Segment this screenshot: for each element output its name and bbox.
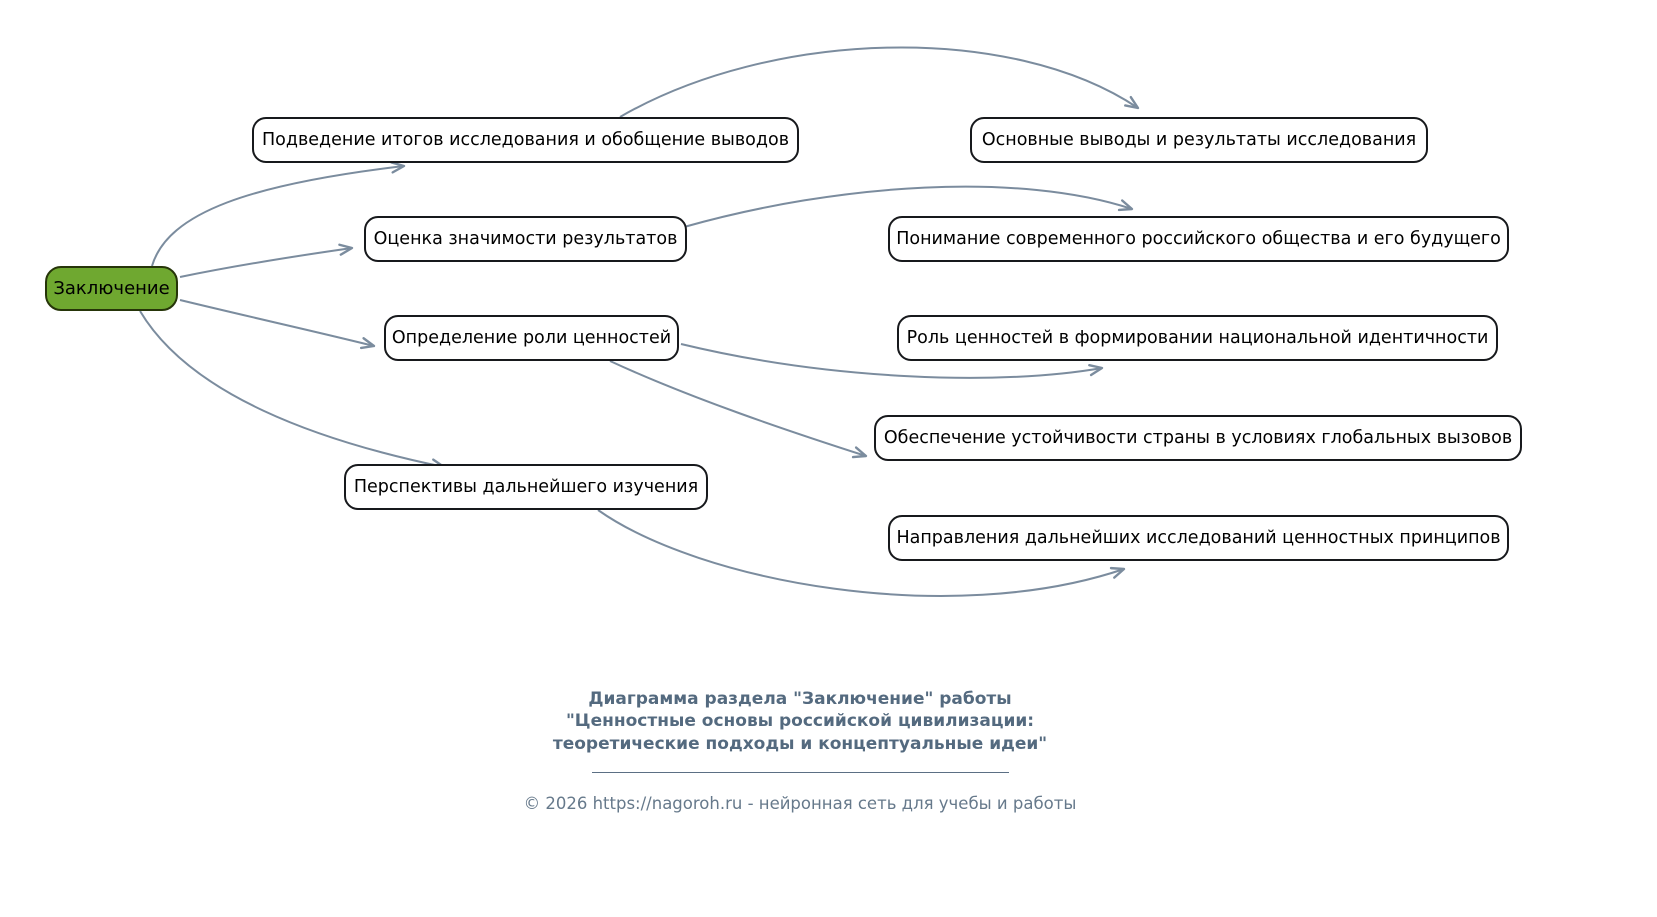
- node-ocenka-znachimosti[interactable]: Оценка значимости результатов: [364, 216, 687, 262]
- node-zaklyuchenie[interactable]: Заключение: [45, 266, 178, 311]
- node-osnovnye-vyvody[interactable]: Основные выводы и результаты исследования: [970, 117, 1428, 163]
- diagram-footer: [0, 688, 1600, 813]
- node-rol-cennostej[interactable]: Роль ценностей в формировании национальной идентичности: [897, 315, 1498, 361]
- node-perspektivy[interactable]: Перспективы дальнейшего изучения: [344, 464, 708, 510]
- edge-root-to-opredelenie: [180, 300, 374, 346]
- footer-title-line-1: Диаграмма раздела "Заключение" работы: [588, 689, 1012, 709]
- node-ponimanie-obshchestva[interactable]: Понимание современного российского общества и его будущего: [888, 216, 1509, 262]
- node-podvedenie-itogov[interactable]: Подведение итогов исследования и обобщение выводов: [252, 117, 799, 163]
- footer-copyright: © 2026 https://nagoroh.ru - нейронная сеть для учебы и работы: [523, 794, 1077, 814]
- node-napravleniya-issledovanij[interactable]: Направления дальнейших исследований ценностных принципов: [888, 515, 1509, 561]
- footer-title-line-2: "Ценностные основы российской цивилизации:: [565, 711, 1035, 732]
- edge-root-to-ocenka: [180, 248, 352, 277]
- node-opredelenie-roli[interactable]: Определение роли ценностей: [384, 315, 679, 361]
- footer-title-line-3: теоретические подходы и концептуальные идеи": [552, 733, 1048, 754]
- node-obespechenie-ustojchivosti[interactable]: Обеспечение устойчивости страны в условиях глобальных вызовов: [874, 415, 1522, 461]
- footer-divider: [592, 772, 1009, 773]
- edge-opredelenie-to-obespechenie: [610, 361, 866, 456]
- edge-podvedenie-to-osnovnye: [620, 47, 1138, 117]
